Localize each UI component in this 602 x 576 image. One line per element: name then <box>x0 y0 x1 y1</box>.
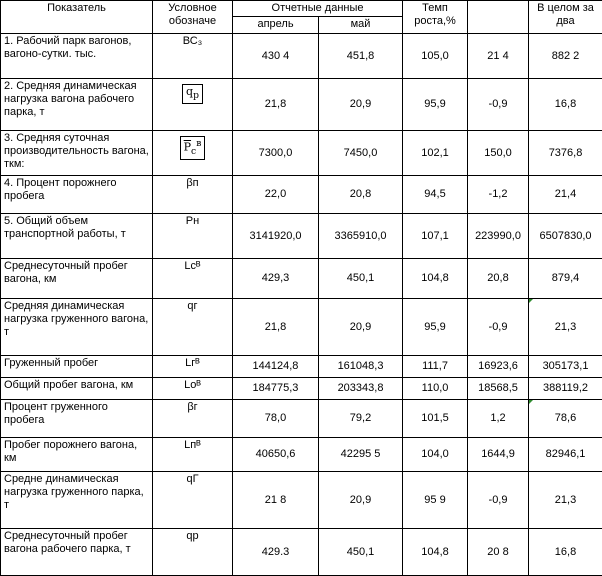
value-total: 7376,8 <box>529 131 602 176</box>
comment-marker-icon <box>529 299 535 305</box>
value-may: 7450,0 <box>319 131 403 176</box>
symbol-cell <box>153 214 233 259</box>
table-row <box>1 400 602 438</box>
value-total: 882 2 <box>529 34 602 79</box>
table-row <box>1 34 602 79</box>
table-row <box>1 529 602 576</box>
symbol-text: qг <box>187 300 197 312</box>
indicator-name: 1. Рабочий парк вагонов, вагоно-сутки. тыс. <box>1 34 153 79</box>
value-diff: -0,9 <box>468 472 529 529</box>
value-total: 21,4 <box>529 176 602 214</box>
value-diff: 20 8 <box>468 529 529 576</box>
header-diff <box>468 1 529 34</box>
value-growth: 111,7 <box>403 356 468 378</box>
symbol-cell <box>153 259 233 299</box>
value-growth: 95,9 <box>403 299 468 356</box>
table-row <box>1 176 602 214</box>
value-april: 7300,0 <box>233 131 319 176</box>
indicator-name: Процент груженного пробега <box>1 400 153 438</box>
value-may: 203343,8 <box>319 378 403 400</box>
indicator-name: Общий пробег вагона, км <box>1 378 153 400</box>
symbol-text: ВС₃ <box>183 35 202 47</box>
value-growth: 104,8 <box>403 529 468 576</box>
value-april: 429.3 <box>233 529 319 576</box>
symbol-text: Pн <box>186 215 199 227</box>
symbol-text: Lсᴮ <box>184 260 200 272</box>
symbol-text: Lгᴮ <box>185 357 200 369</box>
symbol-cell <box>153 79 233 131</box>
table-row <box>1 259 602 299</box>
symbol-cell <box>153 438 233 472</box>
header-report: Отчетные данные <box>233 1 403 17</box>
value-may: 450,1 <box>319 529 403 576</box>
value-diff: 21 4 <box>468 34 529 79</box>
symbol-text: βг <box>187 401 197 413</box>
value-total: 21,3 <box>529 472 602 529</box>
value-april: 429,3 <box>233 259 319 299</box>
symbol-cell <box>153 378 233 400</box>
indicator-name: 4. Процент порожнего пробега <box>1 176 153 214</box>
value-total: 16,8 <box>529 79 602 131</box>
value-april: 21 8 <box>233 472 319 529</box>
value-total: 388119,2 <box>529 378 602 400</box>
value-total: 305173,1 <box>529 356 602 378</box>
indicator-name: Среднесуточный пробег вагона, км <box>1 259 153 299</box>
value-diff: 18568,5 <box>468 378 529 400</box>
symbol-cell <box>153 472 233 529</box>
indicator-name: Среднесуточный пробег вагона рабочего парка, т <box>1 529 153 576</box>
value-diff: -0,9 <box>468 79 529 131</box>
value-diff: -1,2 <box>468 176 529 214</box>
value-total: 16,8 <box>529 529 602 576</box>
value-april: 40650,6 <box>233 438 319 472</box>
symbol-text: Lоᴮ <box>184 379 201 391</box>
value-may: 20,9 <box>319 299 403 356</box>
indicator-name: Груженный пробег <box>1 356 153 378</box>
symbol-cell <box>153 176 233 214</box>
table-row <box>1 356 602 378</box>
symbol-cell <box>153 356 233 378</box>
value-may: 450,1 <box>319 259 403 299</box>
comment-marker-icon <box>529 400 535 406</box>
table-row <box>1 299 602 356</box>
value-total: 879,4 <box>529 259 602 299</box>
value-total: 82946,1 <box>529 438 602 472</box>
symbol-cell <box>153 131 233 176</box>
value-april: 144124,8 <box>233 356 319 378</box>
table-row <box>1 214 602 259</box>
symbol-text: qр <box>186 530 198 542</box>
value-april: 430 4 <box>233 34 319 79</box>
symbol-cell <box>153 400 233 438</box>
value-may: 161048,3 <box>319 356 403 378</box>
value-may: 451,8 <box>319 34 403 79</box>
value-april: 21,8 <box>233 79 319 131</box>
table-row <box>1 438 602 472</box>
symbol-text: βп <box>186 177 198 189</box>
value-growth: 107,1 <box>403 214 468 259</box>
indicator-name: 2. Средняя динамическая нагрузка вагона рабочего парка, т <box>1 79 153 131</box>
value-may: 79,2 <box>319 400 403 438</box>
value-april: 3141920,0 <box>233 214 319 259</box>
value-growth: 102,1 <box>403 131 468 176</box>
symbol-text: Lпᴮ <box>184 439 201 451</box>
value-april: 184775,3 <box>233 378 319 400</box>
value-total: 6507830,0 <box>529 214 602 259</box>
table-row <box>1 472 602 529</box>
symbol-formula: $\overline{P}_с^в$ <box>180 136 206 160</box>
indicator-name: 3. Средняя суточная производительность вагона, ткм: <box>1 131 153 176</box>
header-indicator: Показатель <box>1 1 153 34</box>
value-growth: 94,5 <box>403 176 468 214</box>
value-total: 21,3 <box>529 299 602 356</box>
symbol-cell <box>153 299 233 356</box>
value-may: 20,8 <box>319 176 403 214</box>
symbol-cell <box>153 34 233 79</box>
value-diff: 20,8 <box>468 259 529 299</box>
header-total: В целом за два <box>529 1 602 34</box>
value-diff: 1,2 <box>468 400 529 438</box>
header-growth: Темп роста,% <box>403 1 468 34</box>
header-symbol: Условное обозначе <box>153 1 233 34</box>
value-growth: 104,8 <box>403 259 468 299</box>
indicator-name: Средняя динамическая нагрузка груженного вагона, т <box>1 299 153 356</box>
table-row <box>1 378 602 400</box>
value-growth: 110,0 <box>403 378 468 400</box>
value-diff: 1644,9 <box>468 438 529 472</box>
value-may: 42295 5 <box>319 438 403 472</box>
table-row <box>1 131 602 176</box>
value-april: 78,0 <box>233 400 319 438</box>
value-april: 21,8 <box>233 299 319 356</box>
value-growth: 104,0 <box>403 438 468 472</box>
value-may: 3365910,0 <box>319 214 403 259</box>
symbol-text: qГ <box>186 473 198 485</box>
indicator-name: 5. Общий объем транспортной работы, т <box>1 214 153 259</box>
value-diff: 223990,0 <box>468 214 529 259</box>
header-april: апрель <box>233 17 319 34</box>
value-diff: 16923,6 <box>468 356 529 378</box>
value-growth: 105,0 <box>403 34 468 79</box>
value-diff: -0,9 <box>468 299 529 356</box>
symbol-formula: $\overline{q}_р$ <box>182 84 203 104</box>
value-april: 22,0 <box>233 176 319 214</box>
value-total: 78,6 <box>529 400 602 438</box>
indicator-name: Средне динамическая нагрузка груженного парка, т <box>1 472 153 529</box>
table-row <box>1 79 602 131</box>
symbol-cell <box>153 529 233 576</box>
value-diff: 150,0 <box>468 131 529 176</box>
value-may: 20,9 <box>319 79 403 131</box>
header-may: май <box>319 17 403 34</box>
indicator-name: Пробег порожнего вагона, км <box>1 438 153 472</box>
value-growth: 95 9 <box>403 472 468 529</box>
value-growth: 95,9 <box>403 79 468 131</box>
value-may: 20,9 <box>319 472 403 529</box>
value-growth: 101,5 <box>403 400 468 438</box>
